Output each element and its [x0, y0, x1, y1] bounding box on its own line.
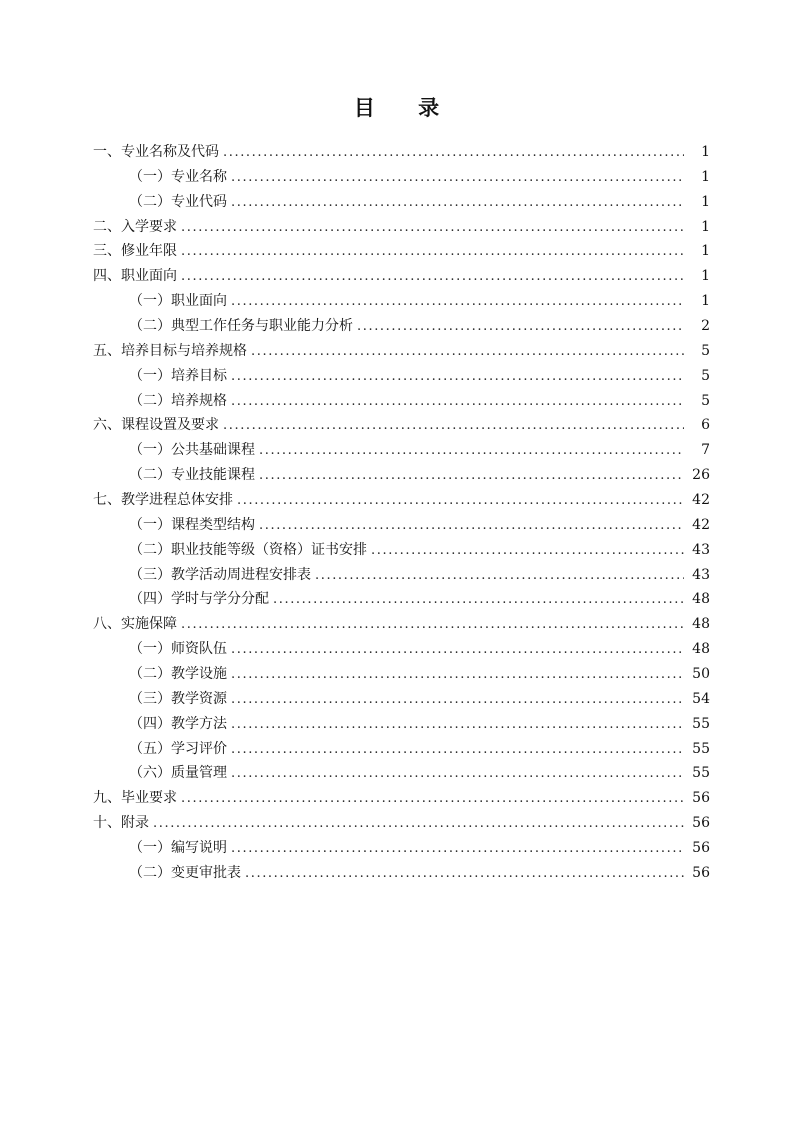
toc-entry-page-number: 55: [692, 715, 710, 732]
toc-entry-page-number: 1: [701, 144, 710, 160]
toc-entry[interactable]: [93, 587, 710, 612]
dot-leader: [231, 290, 684, 315]
toc-entry-label: （六）质量管理: [129, 765, 227, 782]
toc-entry-label: 六、课程设置及要求: [93, 417, 219, 434]
toc-entry-page-number: 56: [692, 840, 710, 857]
dot-leader: [231, 688, 684, 713]
toc-entry-label: （三）教学资源: [129, 690, 227, 707]
toc-entry[interactable]: [93, 438, 710, 463]
toc-entry-label: （四）学时与学分分配: [129, 591, 269, 608]
dot-leader: [231, 191, 684, 216]
toc-entry-page-number: 1: [701, 168, 710, 185]
toc-entry-label: 十、附录: [93, 815, 149, 832]
toc-entry-page-number: 48: [692, 641, 710, 658]
toc-entry-page-number: 1: [701, 268, 710, 285]
dot-leader: [245, 862, 684, 887]
toc-entry-label: （五）学习评价: [129, 740, 227, 757]
dot-leader: [357, 315, 684, 340]
dot-leader: [231, 390, 684, 415]
toc-entry-label: （一）专业名称: [129, 168, 227, 185]
dot-leader: [231, 166, 684, 191]
dot-leader: [153, 812, 684, 837]
toc-list: [93, 140, 710, 886]
toc-entry-label: （二）职业技能等级（资格）证书安排: [129, 541, 367, 558]
toc-entry-label: （一）课程类型结构: [129, 516, 255, 533]
dot-leader: [251, 340, 684, 365]
dot-leader: [231, 365, 684, 390]
toc-entry-label: 八、实施保障: [93, 616, 177, 633]
dot-leader: [371, 539, 684, 564]
toc-entry-label: 九、毕业要求: [93, 790, 177, 807]
toc-entry[interactable]: [93, 513, 710, 538]
dot-leader: [237, 489, 684, 514]
toc-entry-page-number: 2: [701, 318, 710, 335]
toc-entry[interactable]: [93, 662, 710, 687]
toc-entry-page-number: 1: [701, 293, 710, 310]
toc-entry[interactable]: [93, 761, 710, 786]
toc-entry-page-number: 5: [701, 367, 710, 384]
dot-leader: [231, 762, 684, 787]
toc-entry-label: 五、培养目标与培养规格: [93, 342, 247, 359]
dot-leader: [259, 514, 684, 539]
toc-entry[interactable]: [93, 563, 710, 588]
toc-entry-page-number: 56: [692, 790, 710, 807]
toc-entry[interactable]: [93, 190, 710, 215]
toc-entry-page-number: 42: [692, 516, 710, 533]
toc-entry-page-number: 50: [692, 666, 710, 683]
toc-entry-page-number: 5: [701, 392, 710, 409]
dot-leader: [315, 564, 684, 589]
toc-entry[interactable]: [93, 836, 710, 861]
toc-entry-page-number: 26: [692, 467, 710, 484]
toc-entry[interactable]: [93, 712, 710, 737]
toc-entry[interactable]: [93, 239, 710, 264]
dot-leader: [181, 613, 684, 638]
toc-entry[interactable]: [93, 811, 710, 836]
toc-entry-label: 七、教学进程总体安排: [93, 492, 233, 509]
toc-entry[interactable]: [93, 612, 710, 637]
toc-entry-label: （四）教学方法: [129, 715, 227, 732]
toc-entry[interactable]: [93, 861, 710, 886]
toc-entry-page-number: 48: [692, 591, 710, 608]
toc-entry-label: （二）专业代码: [129, 193, 227, 210]
dot-leader: [181, 787, 684, 812]
dot-leader: [181, 216, 684, 241]
toc-entry-label: （一）公共基础课程: [129, 442, 255, 459]
toc-entry[interactable]: [93, 786, 710, 811]
toc-entry-page-number: 56: [692, 815, 710, 832]
toc-entry-label: 一、专业名称及代码: [93, 144, 219, 160]
toc-entry[interactable]: [93, 389, 710, 414]
dot-leader: [181, 240, 684, 265]
toc-entry-label: 三、修业年限: [93, 243, 177, 260]
dot-leader: [223, 141, 684, 166]
toc-entry-page-number: 7: [701, 442, 710, 459]
toc-entry-page-number: 1: [701, 193, 710, 210]
toc-entry-label: （一）编写说明: [129, 840, 227, 857]
dot-leader: [223, 414, 684, 439]
toc-entry-page-number: 43: [692, 541, 710, 558]
toc-entry-label: （二）变更审批表: [129, 864, 241, 881]
toc-entry-label: （二）典型工作任务与职业能力分析: [129, 318, 353, 335]
toc-entry-label: 四、职业面向: [93, 268, 177, 285]
dot-leader: [231, 638, 684, 663]
dot-leader: [231, 713, 684, 738]
toc-entry[interactable]: [93, 538, 710, 563]
toc-entry-label: （二）专业技能课程: [129, 467, 255, 484]
toc-entry-page-number: 55: [692, 740, 710, 757]
dot-leader: [231, 837, 684, 862]
toc-entry-page-number: 6: [701, 417, 710, 434]
toc-entry[interactable]: [93, 140, 710, 165]
toc-entry-label: 二、入学要求: [93, 218, 177, 235]
toc-entry-label: （一）职业面向: [129, 293, 227, 310]
toc-entry[interactable]: [93, 165, 710, 190]
toc-entry-page-number: 1: [701, 218, 710, 235]
toc-entry[interactable]: [93, 687, 710, 712]
toc-entry-page-number: 42: [692, 492, 710, 509]
toc-entry[interactable]: [93, 339, 710, 364]
toc-entry[interactable]: [93, 637, 710, 662]
dot-leader: [231, 738, 684, 763]
toc-entry-page-number: 56: [692, 864, 710, 881]
toc-entry-page-number: 1: [701, 243, 710, 260]
toc-title: 目 录: [353, 96, 458, 120]
toc-entry[interactable]: [93, 264, 710, 289]
toc-entry-label: （三）教学活动周进程安排表: [129, 566, 311, 583]
toc-entry[interactable]: [93, 737, 710, 762]
toc-entry-page-number: 54: [692, 690, 710, 707]
dot-leader: [259, 464, 684, 489]
toc-entry-page-number: 48: [692, 616, 710, 633]
toc-entry[interactable]: [93, 463, 710, 488]
toc-entry-page-number: 5: [701, 342, 710, 359]
dot-leader: [259, 439, 684, 464]
toc-entry-label: （二）培养规格: [129, 392, 227, 409]
toc-entry-page-number: 55: [692, 765, 710, 782]
toc-entry[interactable]: [93, 314, 710, 339]
toc-entry[interactable]: [93, 413, 710, 438]
dot-leader: [181, 265, 684, 290]
toc-entry-label: （一）师资队伍: [129, 641, 227, 658]
toc-entry-page-number: 43: [692, 566, 710, 583]
dot-leader: [231, 663, 684, 688]
toc-entry[interactable]: [93, 488, 710, 513]
dot-leader: [273, 588, 684, 613]
toc-entry-label: （一）培养目标: [129, 367, 227, 384]
toc-entry[interactable]: [93, 215, 710, 240]
toc-entry-label: （二）教学设施: [129, 666, 227, 683]
toc-entry[interactable]: [93, 289, 710, 314]
toc-entry[interactable]: [93, 364, 710, 389]
